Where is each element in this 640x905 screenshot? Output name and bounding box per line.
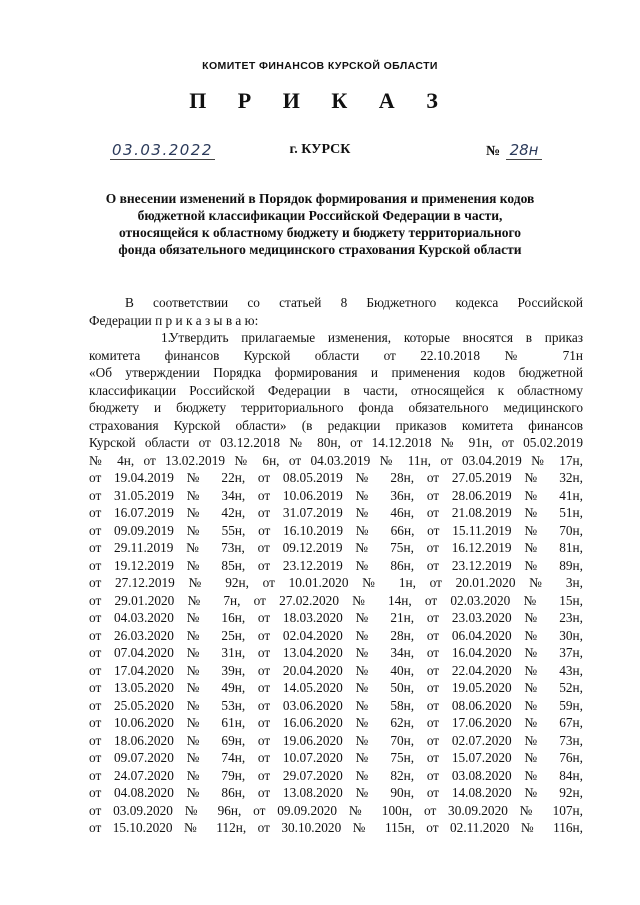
- organization-name: КОМИТЕТ ФИНАНСОВ КУРСКОЙ ОБЛАСТИ: [202, 60, 438, 72]
- body-line: от 10.06.2020 № 61н, от 16.06.2020 № 62н, от 17.06.2020 № 67н,: [89, 715, 583, 730]
- document-title: П Р И К А З: [189, 88, 451, 113]
- body-line: от 17.04.2020 № 39н, от 20.04.2020 № 40н, от 22.04.2020 № 43н,: [89, 662, 583, 678]
- body-line: от 09.07.2020 № 74н, от 10.07.2020 № 75н, от 15.07.2020 № 76н,: [89, 750, 583, 765]
- body-line: от 18.06.2020 № 69н, от 19.06.2020 № 70н, от 02.07.2020 № 73н,: [89, 732, 583, 748]
- item-first-line: [89, 329, 583, 347]
- order-date: 03.03.2022: [112, 141, 213, 159]
- number-value: 28н: [506, 141, 543, 160]
- body-line: № 4н, от 13.02.2019 № 6н, от 04.03.2019 № 11н, от 03.04.2019 № 17н,: [89, 452, 583, 468]
- order-number: [486, 141, 542, 160]
- subject-line: относящейся к областному бюджету и бюджету территориального: [118, 225, 522, 240]
- intro-line: Федерации п р и к а з ы в а ю:: [89, 312, 259, 328]
- body-line: страхования Курской области» (в редакции приказов комитета финансов: [89, 417, 583, 433]
- subject-line: бюджетной классификации Российской Федерации в части,: [137, 208, 503, 223]
- body-line: от 16.07.2019 № 42н, от 31.07.2019 № 46н, от 21.08.2019 № 51н,: [89, 505, 583, 520]
- body-line: от 03.09.2020 № 96н, от 09.09.2020 № 100н, от 30.09.2020 № 107н,: [89, 802, 583, 818]
- body-line: Утвердить прилагаемые изменения, которые вносятся в приказ: [169, 330, 583, 345]
- body-line: от 13.05.2020 № 49н, от 14.05.2020 № 50н, от 19.05.2020 № 52н,: [89, 680, 583, 695]
- body-line: от 15.10.2020 № 112н, от 30.10.2020 № 115н, от 02.11.2020 № 116н,: [89, 820, 583, 835]
- body-line: от 19.04.2019 № 22н, от 08.05.2019 № 28н, от 27.05.2019 № 32н,: [89, 470, 583, 485]
- body-line: от 29.01.2020 № 7н, от 27.02.2020 № 14н, от 02.03.2020 № 15н,: [89, 592, 583, 608]
- body-line: от 04.03.2020 № 16н, от 18.03.2020 № 21н, от 23.03.2020 № 23н,: [89, 610, 583, 625]
- body-line: от 25.05.2020 № 53н, от 03.06.2020 № 58н, от 08.06.2020 № 59н,: [89, 697, 583, 713]
- order-body: [89, 294, 583, 837]
- body-line: от 24.07.2020 № 79н, от 29.07.2020 № 82н, от 03.08.2020 № 84н,: [89, 767, 583, 783]
- body-line: от 31.05.2019 № 34н, от 10.06.2019 № 36н, от 28.06.2019 № 41н,: [89, 487, 583, 503]
- body-line: от 09.09.2019 № 55н, от 16.10.2019 № 66н, от 15.11.2019 № 70н,: [89, 522, 583, 538]
- order-subject: [60, 190, 580, 258]
- subject-line: О внесении изменений в Порядок формирования и применения кодов: [105, 191, 535, 206]
- body-line: «Об утверждении Порядка формирования и применения кодов бюджетной: [89, 365, 583, 380]
- body-line: классификации Российской Федерации в части, относящейся к областному: [89, 382, 583, 398]
- city-name: г. КУРСК: [289, 142, 351, 157]
- body-line: бюджету и бюджету территориального фонда обязательного медицинского: [89, 400, 583, 415]
- intro-line: В соответствии со статьей 8 Бюджетного кодекса Российской: [125, 295, 583, 310]
- body-line: от 07.04.2020 № 31н, от 13.04.2020 № 34н, от 16.04.2020 № 37н,: [89, 645, 583, 660]
- body-line: от 19.12.2019 № 85н, от 23.12.2019 № 86н, от 23.12.2019 № 89н,: [89, 557, 583, 573]
- subject-line: фонда обязательного медицинского страхования Курской области: [118, 242, 522, 257]
- body-line: Курской области от 03.12.2018 № 80н, от 14.12.2018 № 91н, от 05.02.2019: [89, 435, 583, 450]
- number-label: №: [486, 144, 501, 159]
- body-line: комитета финансов Курской области от 22.10.2018 № 71н: [89, 347, 583, 363]
- body-line: от 04.08.2020 № 86н, от 13.08.2020 № 90н, от 14.08.2020 № 92н,: [89, 785, 583, 800]
- item-number: 1.: [161, 330, 171, 345]
- body-line: от 26.03.2020 № 25н, от 02.04.2020 № 28н, от 06.04.2020 № 30н,: [89, 627, 583, 643]
- body-line: от 29.11.2019 № 73н, от 09.12.2019 № 75н, от 16.12.2019 № 81н,: [89, 540, 583, 555]
- body-line: от 27.12.2019 № 92н, от 10.01.2020 № 1н, от 20.01.2020 № 3н,: [89, 575, 583, 590]
